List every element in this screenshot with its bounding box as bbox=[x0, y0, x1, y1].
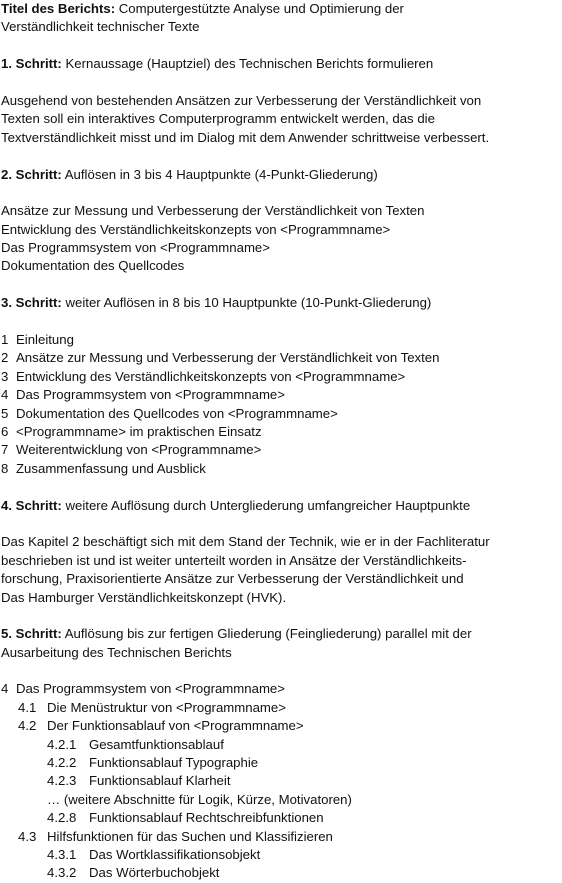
outline-number: 4.2.1 bbox=[47, 736, 77, 752]
step-2-label: 2. Schritt: bbox=[1, 166, 62, 182]
outline-item bbox=[1, 441, 561, 459]
spacer bbox=[1, 607, 561, 625]
outline-number: 4.2.2 bbox=[47, 755, 77, 771]
step-4-paragraph-line: beschrieben ist und ist weiter unterteilt worden in Ansätze der Verständlichkeits- bbox=[1, 552, 467, 568]
step-4-paragraph-line: forschung, Praxisorientierte Ansätze zur Verbesserung der Verständlichkeit und bbox=[1, 571, 464, 587]
report-title-line-1 bbox=[1, 0, 561, 18]
step-2-heading bbox=[1, 166, 561, 184]
step-2-point: Entwicklung des Verständlichkeitskonzepts von <Programmname> bbox=[1, 221, 391, 237]
outline-text: Das Wortklassifikationsobjekt bbox=[89, 846, 261, 862]
step-1-paragraph-line: Texten soll ein interaktives Computerprogramm entwickelt werden, das die bbox=[1, 111, 435, 127]
outline-number: 4.3.2 bbox=[47, 865, 77, 881]
outline-text: Weiterentwicklung von <Programmname> bbox=[16, 442, 262, 458]
outline-number: 8 bbox=[1, 460, 9, 476]
report-title-label: Titel des Berichts: bbox=[1, 1, 116, 16]
step-3-heading bbox=[1, 294, 561, 312]
outline-text: Funktionsablauf Klarheit bbox=[89, 773, 231, 789]
step-4-paragraph-line: Das Hamburger Verständlichkeitskonzept (HVK). bbox=[1, 589, 287, 605]
outline-subsection bbox=[1, 846, 561, 864]
outline-item bbox=[1, 368, 561, 386]
spacer bbox=[1, 74, 561, 92]
report-title-line-2: Verständlichkeit technischer Texte bbox=[1, 19, 200, 35]
outline-number: 1 bbox=[1, 332, 9, 348]
outline-text: Der Funktionsablauf von <Programmname> bbox=[47, 718, 304, 734]
outline-subsection bbox=[1, 772, 561, 790]
outline-text: <Programmname> im praktischen Einsatz bbox=[16, 423, 262, 439]
step-1-paragraph-line: Ausgehend von bestehenden Ansätzen zur Verbesserung der Verständlichkeit von bbox=[1, 92, 482, 108]
outline-subsection bbox=[1, 864, 561, 882]
outline-number: 5 bbox=[1, 405, 9, 421]
outline-item bbox=[1, 331, 561, 349]
outline-number: 4.3 bbox=[18, 828, 37, 844]
step-1-heading bbox=[1, 55, 561, 73]
outline-text: Das Programmsystem von <Programmname> bbox=[16, 387, 285, 403]
outline-number: 4.2.3 bbox=[47, 773, 77, 789]
step-4-text: weitere Auflösung durch Untergliederung umfangreicher Hauptpunkte bbox=[65, 497, 471, 513]
outline-number: 4.2.8 bbox=[47, 810, 77, 826]
report-title-text-1: Computergestützte Analyse und Optimierung der bbox=[118, 1, 404, 16]
outline-subsection bbox=[1, 736, 561, 754]
spacer bbox=[1, 184, 561, 202]
outline-item bbox=[1, 423, 561, 441]
step-1-paragraph-line: Textverständlichkeit misst und im Dialog mit dem Anwender schrittweise verbessert. bbox=[1, 129, 490, 145]
step-1-text: Kernaussage (Hauptziel) des Technischen Berichts formulieren bbox=[65, 56, 434, 72]
step-5-label: 5. Schritt: bbox=[1, 626, 62, 642]
outline-text: Das Programmsystem von <Programmname> bbox=[16, 681, 285, 697]
step-2-point: Ansätze zur Messung und Verbesserung der Verständlichkeit von Texten bbox=[1, 203, 425, 219]
step-2-point: Dokumentation des Quellcodes bbox=[1, 258, 185, 274]
step-1-label: 1. Schritt: bbox=[1, 56, 62, 72]
outline-chapter bbox=[1, 680, 561, 698]
outline-text: Das Wörterbuchobjekt bbox=[89, 865, 220, 881]
outline-text: Entwicklung des Verständlichkeitskonzepts von <Programmname> bbox=[16, 368, 406, 384]
spacer bbox=[1, 37, 561, 55]
outline-text: Hilfsfunktionen für das Suchen und Klassifizieren bbox=[47, 828, 333, 844]
outline-number: 4 bbox=[1, 387, 9, 403]
outline-text: Ansätze zur Messung und Verbesserung der Verständlichkeit von Texten bbox=[16, 350, 440, 366]
outline-item bbox=[1, 460, 561, 478]
outline-ellipsis: … (weitere Abschnitte für Logik, Kürze, Motivatoren) bbox=[47, 791, 352, 807]
spacer bbox=[1, 313, 561, 331]
outline-section bbox=[1, 699, 561, 717]
outline-text: Die Menüstruktur von <Programmname> bbox=[47, 699, 286, 715]
outline-number: 6 bbox=[1, 423, 9, 439]
outline-text: Funktionsablauf Rechtschreibfunktionen bbox=[89, 810, 324, 826]
outline-number: 4.2 bbox=[18, 718, 37, 734]
step-4-label: 4. Schritt: bbox=[1, 497, 62, 513]
outline-number: 4.3.1 bbox=[47, 846, 77, 862]
step-5-heading bbox=[1, 625, 561, 643]
outline-section bbox=[1, 828, 561, 846]
outline-text: Zusammenfassung und Ausblick bbox=[16, 460, 206, 476]
step-4-heading bbox=[1, 497, 561, 515]
step-3-text: weiter Auflösen in 8 bis 10 Hauptpunkte (10-Punkt-Gliederung) bbox=[65, 295, 432, 311]
outline-text: Gesamtfunktionsablauf bbox=[89, 736, 224, 752]
step-5-text-1: Auflösung bis zur fertigen Gliederung (Feingliederung) parallel mit der bbox=[64, 626, 472, 642]
outline-section bbox=[1, 717, 561, 735]
spacer bbox=[1, 147, 561, 165]
step-3-label: 3. Schritt: bbox=[1, 295, 62, 311]
outline-subsection bbox=[1, 809, 561, 827]
outline-text: Dokumentation des Quellcodes von <Programmname> bbox=[16, 405, 338, 421]
outline-text: Einleitung bbox=[16, 332, 74, 348]
outline-item bbox=[1, 405, 561, 423]
step-2-point: Das Programmsystem von <Programmname> bbox=[1, 240, 270, 256]
spacer bbox=[1, 276, 561, 294]
step-5-text-2: Ausarbeitung des Technischen Berichts bbox=[1, 644, 232, 660]
outline-number: 4 bbox=[1, 681, 9, 697]
step-2-text: Auflösen in 3 bis 4 Hauptpunkte (4-Punkt-Gliederung) bbox=[64, 166, 378, 182]
outline-item bbox=[1, 349, 561, 367]
spacer bbox=[1, 515, 561, 533]
outline-item bbox=[1, 386, 561, 404]
outline-number: 3 bbox=[1, 368, 9, 384]
outline-number: 7 bbox=[1, 442, 9, 458]
spacer bbox=[1, 662, 561, 680]
outline-text: Funktionsablauf Typographie bbox=[89, 755, 259, 771]
step-4-paragraph-line: Das Kapitel 2 beschäftigt sich mit dem Stand der Technik, wie er in der Fachliteratur bbox=[1, 534, 490, 550]
outline-number: 4.1 bbox=[18, 699, 37, 715]
document bbox=[1, 0, 561, 883]
outline-number: 2 bbox=[1, 350, 9, 366]
spacer bbox=[1, 478, 561, 496]
outline-subsection bbox=[1, 754, 561, 772]
